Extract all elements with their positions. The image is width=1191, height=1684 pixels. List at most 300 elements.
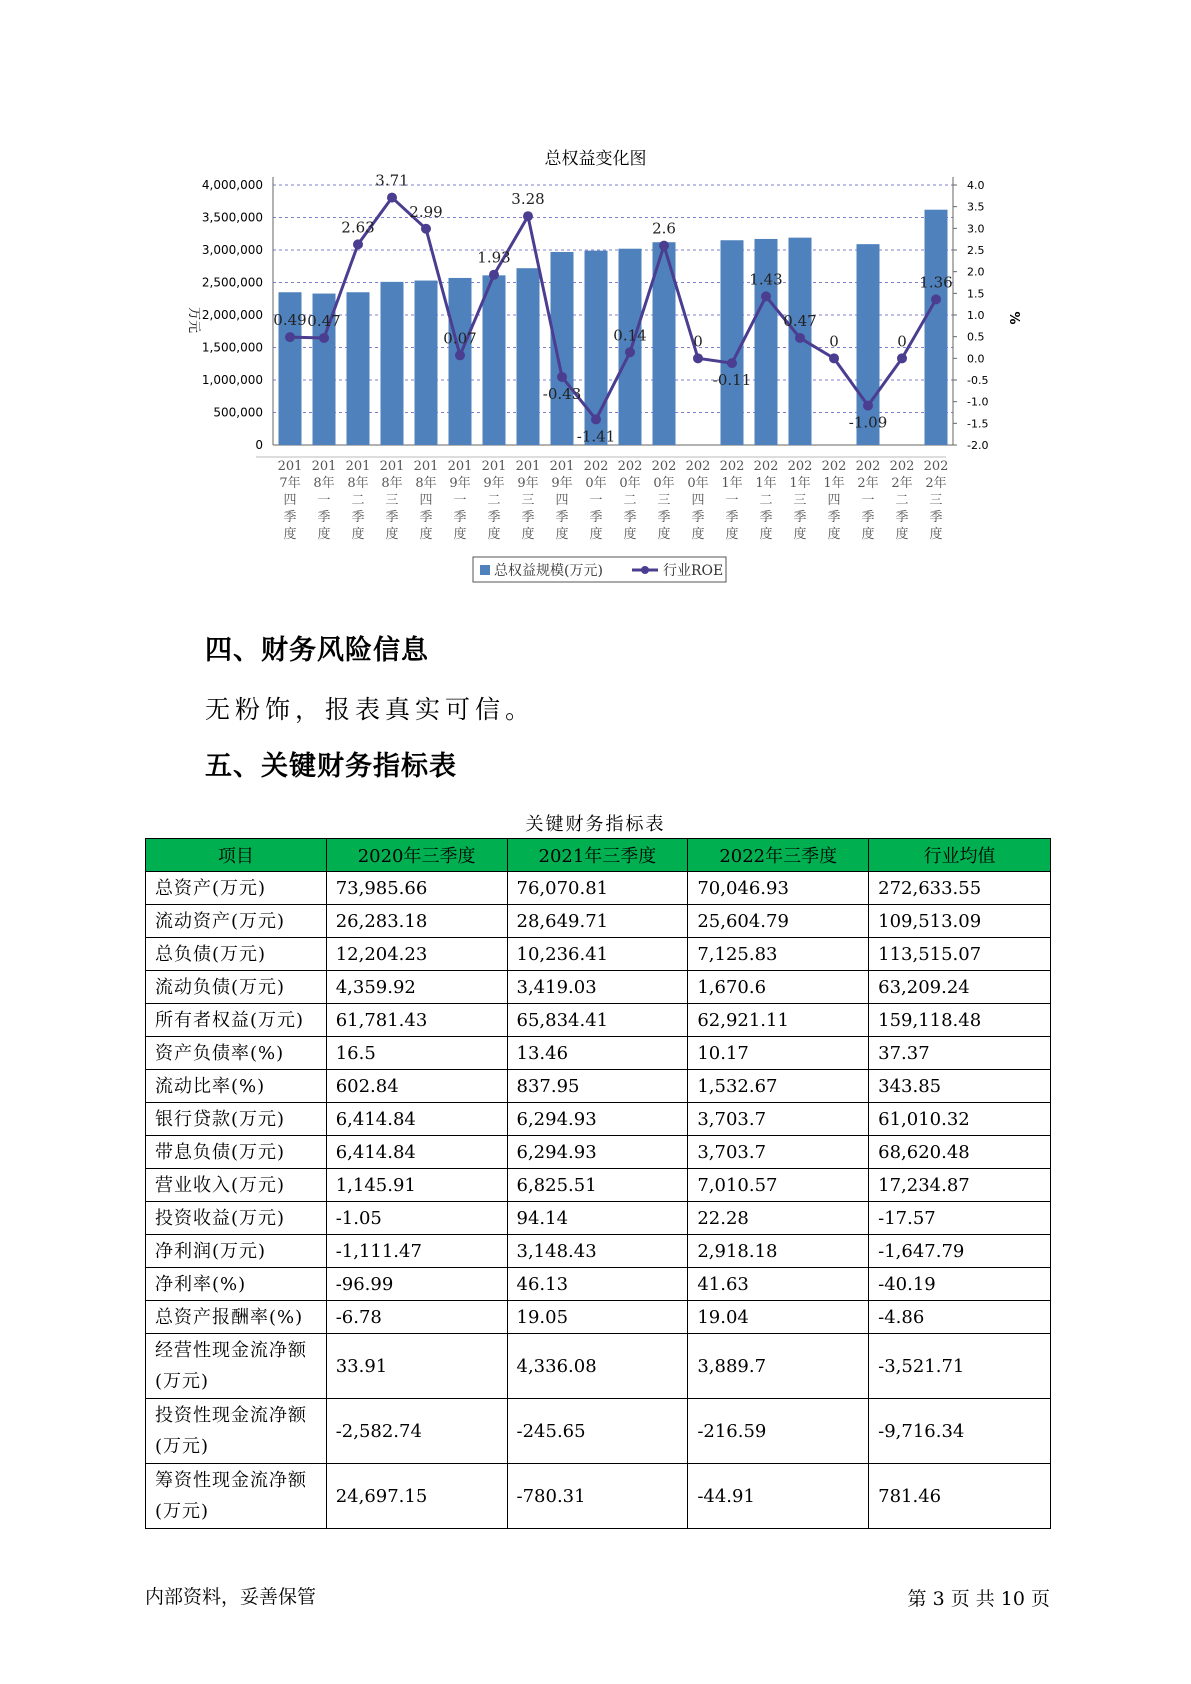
row-label-line: 投资收益(万元): [155, 1207, 286, 1229]
y2-tick-label: -0.5: [967, 374, 989, 387]
x-tick-label: 季: [759, 510, 773, 525]
bar: [517, 268, 540, 445]
x-tick-label: 8年: [381, 476, 403, 491]
row-label: [146, 1334, 327, 1399]
roe-point: [489, 270, 499, 280]
y2-tick-label: 1.5: [967, 287, 985, 301]
row-value: 109,513.09: [869, 905, 1051, 938]
x-tick-label: 三: [385, 493, 399, 508]
roe-data-label: 3.71: [375, 171, 409, 190]
x-tick-label: 度: [691, 527, 705, 542]
x-tick-label: 202: [617, 459, 643, 474]
x-tick-label: 度: [283, 527, 297, 542]
table-row: [146, 1464, 1051, 1529]
x-tick-label: 202: [855, 459, 881, 474]
roe-point: [319, 333, 329, 343]
x-tick-label: 季: [589, 510, 603, 525]
row-label: [146, 1301, 327, 1334]
row-label: [146, 1399, 327, 1464]
x-tick-label: 202: [753, 459, 779, 474]
equity-chart: [0, 0, 1191, 600]
chart-title: 总权益变化图: [544, 149, 647, 169]
row-label-line: (万元): [155, 1436, 210, 1457]
x-tick-label: 季: [725, 510, 739, 525]
table-row: [146, 1070, 1051, 1103]
x-tick-label: 201: [515, 459, 541, 474]
row-label-line: 总负债(万元): [155, 943, 267, 965]
page-number: 第 3 页 共 10 页: [907, 1588, 1050, 1610]
x-tick-label: 度: [623, 527, 637, 542]
row-value: 12,204.23: [326, 938, 507, 971]
x-tick-label: 201: [549, 459, 575, 474]
roe-point: [931, 294, 941, 304]
x-tick-label: 1年: [789, 476, 811, 491]
x-tick-label: 度: [793, 527, 807, 542]
x-tick-label: 202: [889, 459, 915, 474]
roe-data-label: 2.99: [409, 202, 443, 221]
row-value: -3,521.71: [869, 1334, 1051, 1399]
row-value: 33.91: [326, 1334, 507, 1399]
row-value: 4,336.08: [507, 1334, 688, 1399]
x-tick-label: 202: [685, 459, 711, 474]
bar: [449, 278, 472, 445]
row-value: 602.84: [326, 1070, 507, 1103]
y2-tick-label: 3.0: [967, 222, 985, 236]
row-value: -216.59: [688, 1399, 869, 1464]
x-tick-label: 度: [589, 527, 603, 542]
y-tick-label: 0: [255, 438, 263, 452]
x-tick-label: 1年: [823, 476, 845, 491]
table-header-row: [146, 839, 1051, 872]
row-value: 343.85: [869, 1070, 1051, 1103]
x-tick-label: 度: [827, 527, 841, 542]
row-value: 61,781.43: [326, 1004, 507, 1037]
y2-tick-label: 3.5: [967, 200, 985, 214]
table-row: [146, 1136, 1051, 1169]
x-tick-label: 一: [453, 493, 467, 508]
x-tick-label: 度: [419, 527, 433, 542]
x-tick-label: 季: [351, 510, 365, 525]
x-tick-label: 202: [583, 459, 609, 474]
row-value: 7,125.83: [688, 938, 869, 971]
table-row: [146, 905, 1051, 938]
x-tick-label: 201: [447, 459, 473, 474]
row-value: -6.78: [326, 1301, 507, 1334]
roe-data-label: -0.43: [542, 384, 582, 403]
x-tick-label: 2年: [857, 476, 879, 491]
row-value: 6,414.84: [326, 1103, 507, 1136]
y-tick-label: 1,500,000: [201, 340, 263, 355]
row-value: 19.05: [507, 1301, 688, 1334]
row-value: -40.19: [869, 1268, 1051, 1301]
header-industry-avg: 行业均值: [869, 839, 1051, 872]
x-tick-label: 一: [725, 493, 739, 508]
legend-line-label: 行业ROE: [663, 563, 724, 579]
row-label: [146, 1464, 327, 1529]
x-tick-label: 度: [929, 527, 943, 542]
roe-point: [591, 414, 601, 424]
header-item: 项目: [146, 839, 327, 872]
roe-data-label: -1.41: [576, 427, 616, 446]
row-value: 22.28: [688, 1202, 869, 1235]
row-label-line: 银行贷款(万元): [155, 1108, 286, 1130]
roe-data-label: 0.07: [443, 329, 477, 348]
roe-point: [795, 333, 805, 343]
x-tick-label: 二: [623, 493, 637, 508]
row-value: 62,921.11: [688, 1004, 869, 1037]
row-value: -780.31: [507, 1464, 688, 1529]
roe-point: [353, 239, 363, 249]
y2-tick-label: -2.0: [967, 439, 989, 452]
table-row: [146, 1334, 1051, 1399]
row-value: 3,148.43: [507, 1235, 688, 1268]
row-value: 3,703.7: [688, 1103, 869, 1136]
row-value: 17,234.87: [869, 1169, 1051, 1202]
x-tick-label: 季: [929, 510, 943, 525]
roe-point: [829, 353, 839, 363]
row-value: 37.37: [869, 1037, 1051, 1070]
roe-data-label: 0: [693, 332, 703, 351]
x-tick-label: 9年: [517, 476, 539, 491]
x-tick-label: 度: [759, 527, 773, 542]
x-tick-label: 季: [487, 510, 501, 525]
x-tick-label: 季: [793, 510, 807, 525]
x-tick-label: 季: [657, 510, 671, 525]
x-tick-label: 0年: [619, 476, 641, 491]
row-label: [146, 1070, 327, 1103]
row-label-line: 总资产报酬率(%): [155, 1306, 304, 1328]
row-label-line: (万元): [155, 1371, 210, 1392]
row-label: [146, 1004, 327, 1037]
x-tick-label: 季: [861, 510, 875, 525]
row-value: 16.5: [326, 1037, 507, 1070]
x-tick-label: 度: [487, 527, 501, 542]
x-tick-label: 季: [419, 510, 433, 525]
row-value: 61,010.32: [869, 1103, 1051, 1136]
x-tick-label: 2年: [891, 476, 913, 491]
row-value: 4,359.92: [326, 971, 507, 1004]
x-tick-label: 0年: [585, 476, 607, 491]
row-label-line: 所有者权益(万元): [155, 1009, 305, 1031]
bar: [347, 292, 370, 445]
row-value: 28,649.71: [507, 905, 688, 938]
y-tick-label: 3,500,000: [201, 210, 263, 225]
row-value: 10,236.41: [507, 938, 688, 971]
row-value: 3,889.7: [688, 1334, 869, 1399]
x-tick-label: 8年: [415, 476, 437, 491]
row-value: 7,010.57: [688, 1169, 869, 1202]
y-tick-label: 2,500,000: [201, 275, 263, 290]
row-value: 6,825.51: [507, 1169, 688, 1202]
x-tick-label: 202: [821, 459, 847, 474]
kpi-table: [145, 838, 1051, 1529]
row-value: 73,985.66: [326, 872, 507, 905]
row-value: -245.65: [507, 1399, 688, 1464]
x-tick-label: 一: [861, 493, 875, 508]
roe-data-label: 0.47: [783, 311, 817, 330]
y-tick-label: 3,000,000: [201, 243, 263, 257]
legend-bar-label: 总权益规模(万元): [494, 563, 603, 579]
bar: [721, 240, 744, 445]
roe-point: [761, 291, 771, 301]
row-value: -1.05: [326, 1202, 507, 1235]
row-label-line: (万元): [155, 1501, 210, 1522]
legend-line-marker: [641, 566, 649, 574]
row-value: 6,414.84: [326, 1136, 507, 1169]
y-tick-label: 500,000: [213, 405, 263, 420]
x-tick-label: 度: [861, 527, 875, 542]
table-row: [146, 1169, 1051, 1202]
row-label: [146, 1268, 327, 1301]
row-label-line: 带息负债(万元): [155, 1141, 286, 1163]
y2-tick-label: 0.0: [967, 352, 985, 366]
table-row: [146, 1037, 1051, 1070]
row-value: -96.99: [326, 1268, 507, 1301]
x-tick-label: 1年: [721, 476, 743, 491]
table-row: [146, 1235, 1051, 1268]
roe-data-label: 0.49: [273, 311, 307, 330]
roe-data-label: 0: [897, 332, 907, 351]
row-label-line: 营业收入(万元): [155, 1174, 286, 1196]
x-tick-label: 度: [385, 527, 399, 542]
table-row: [146, 1202, 1051, 1235]
x-tick-label: 二: [487, 493, 501, 508]
footer-confidential: 内部资料，妥善保管: [145, 1586, 317, 1608]
table-row: [146, 938, 1051, 971]
x-tick-label: 0年: [653, 476, 675, 491]
row-value: -4.86: [869, 1301, 1051, 1334]
roe-point: [863, 401, 873, 411]
row-value: 1,532.67: [688, 1070, 869, 1103]
x-tick-label: 201: [413, 459, 439, 474]
x-tick-label: 9年: [551, 476, 573, 491]
x-tick-label: 度: [453, 527, 467, 542]
roe-point: [693, 353, 703, 363]
x-tick-label: 201: [277, 459, 303, 474]
x-tick-label: 二: [351, 493, 365, 508]
y2-tick-label: 4.0: [967, 179, 985, 192]
bar: [381, 282, 404, 445]
row-value: -17.57: [869, 1202, 1051, 1235]
x-tick-label: 四: [283, 493, 297, 508]
row-value: 6,294.93: [507, 1103, 688, 1136]
row-value: 41.63: [688, 1268, 869, 1301]
row-value: -44.91: [688, 1464, 869, 1529]
x-tick-label: 四: [827, 493, 841, 508]
row-value: 46.13: [507, 1268, 688, 1301]
x-tick-label: 季: [317, 510, 331, 525]
table-row: [146, 1004, 1051, 1037]
roe-data-label: -1.09: [848, 413, 888, 432]
header-2021q3: 2021年三季度: [507, 839, 688, 872]
x-tick-label: 季: [555, 510, 569, 525]
table-row: [146, 1103, 1051, 1136]
x-tick-label: 度: [521, 527, 535, 542]
roe-point: [455, 350, 465, 360]
row-value: 837.95: [507, 1070, 688, 1103]
x-tick-label: 度: [317, 527, 331, 542]
x-tick-label: 一: [317, 493, 331, 508]
x-tick-label: 2年: [925, 476, 947, 491]
risk-text: 无粉饰，报表真实可信。: [205, 695, 536, 724]
row-value: 13.46: [507, 1037, 688, 1070]
x-tick-label: 度: [725, 527, 739, 542]
x-tick-label: 201: [481, 459, 507, 474]
roe-data-label: 0.14: [613, 326, 647, 345]
row-label: [146, 971, 327, 1004]
x-tick-label: 度: [555, 527, 569, 542]
row-label-line: 流动负债(万元): [155, 976, 286, 998]
roe-data-label: 2.63: [341, 218, 375, 237]
x-tick-label: 季: [827, 510, 841, 525]
x-tick-label: 三: [793, 493, 807, 508]
x-tick-label: 度: [657, 527, 671, 542]
x-tick-label: 8年: [347, 476, 369, 491]
x-tick-label: 季: [453, 510, 467, 525]
bar: [925, 210, 948, 445]
x-tick-label: 四: [419, 493, 433, 508]
roe-point: [625, 347, 635, 357]
row-value: 24,697.15: [326, 1464, 507, 1529]
row-label: [146, 1103, 327, 1136]
roe-point: [659, 241, 669, 251]
roe-data-label: 3.28: [511, 190, 545, 209]
table-row: [146, 971, 1051, 1004]
y2-tick-label: 2.0: [967, 265, 985, 279]
header-2020q3: 2020年三季度: [326, 839, 507, 872]
row-value: -9,716.34: [869, 1399, 1051, 1464]
x-tick-label: 三: [521, 493, 535, 508]
x-tick-label: 9年: [449, 476, 471, 491]
row-value: 3,703.7: [688, 1136, 869, 1169]
row-value: -1,647.79: [869, 1235, 1051, 1268]
x-tick-label: 三: [657, 493, 671, 508]
roe-data-label: 1.36: [919, 273, 953, 292]
x-tick-label: 9年: [483, 476, 505, 491]
y-tick-label: 2,000,000: [201, 308, 263, 322]
kpi-heading: 五、关键财务指标表: [205, 751, 457, 782]
row-value: 26,283.18: [326, 905, 507, 938]
y2-tick-label: -1.0: [967, 395, 989, 409]
roe-point: [557, 372, 567, 382]
row-label-line: 经营性现金流净额: [155, 1340, 307, 1361]
roe-point: [727, 358, 737, 368]
row-label-line: 总资产(万元): [155, 877, 267, 899]
row-label-line: 资产负债率(%): [155, 1042, 285, 1064]
row-value: 2,918.18: [688, 1235, 869, 1268]
bar: [619, 249, 642, 445]
x-tick-label: 202: [787, 459, 813, 474]
row-value: 6,294.93: [507, 1136, 688, 1169]
roe-point: [523, 211, 533, 221]
row-label-line: 流动资产(万元): [155, 910, 286, 932]
x-tick-label: 202: [719, 459, 745, 474]
x-tick-label: 季: [385, 510, 399, 525]
row-label: [146, 1136, 327, 1169]
row-value: 63,209.24: [869, 971, 1051, 1004]
row-value: 159,118.48: [869, 1004, 1051, 1037]
roe-point: [387, 193, 397, 203]
row-value: 25,604.79: [688, 905, 869, 938]
row-value: 1,670.6: [688, 971, 869, 1004]
row-label-line: 净利润(万元): [155, 1240, 267, 1262]
row-value: 113,515.07: [869, 938, 1051, 971]
x-tick-label: 二: [895, 493, 909, 508]
table-row: [146, 1301, 1051, 1334]
bar: [483, 275, 506, 445]
row-value: 68,620.48: [869, 1136, 1051, 1169]
row-label: [146, 1235, 327, 1268]
x-tick-label: 0年: [687, 476, 709, 491]
x-tick-label: 1年: [755, 476, 777, 491]
bar: [551, 252, 574, 445]
x-tick-label: 季: [691, 510, 705, 525]
x-tick-label: 四: [691, 493, 705, 508]
row-label: [146, 938, 327, 971]
row-label: [146, 872, 327, 905]
row-label: [146, 1202, 327, 1235]
row-value: 781.46: [869, 1464, 1051, 1529]
y-axis-title: 万元: [186, 306, 201, 334]
x-tick-label: 202: [923, 459, 949, 474]
table-row: [146, 1268, 1051, 1301]
row-value: 70,046.93: [688, 872, 869, 905]
row-value: 10.17: [688, 1037, 869, 1070]
x-tick-label: 一: [589, 493, 603, 508]
y-tick-label: 1,000,000: [201, 373, 263, 387]
x-tick-label: 201: [311, 459, 337, 474]
row-value: 19.04: [688, 1301, 869, 1334]
row-label: [146, 1037, 327, 1070]
row-value: 3,419.03: [507, 971, 688, 1004]
x-tick-label: 202: [651, 459, 677, 474]
roe-data-label: 1.93: [477, 248, 511, 267]
roe-point: [421, 224, 431, 234]
table-row: [146, 872, 1051, 905]
roe-data-label: 1.43: [749, 270, 783, 289]
x-tick-label: 三: [929, 493, 943, 508]
roe-data-label: -0.11: [712, 371, 752, 390]
roe-data-label: 2.6: [652, 219, 676, 238]
risk-heading: 四、财务风险信息: [205, 635, 429, 666]
x-tick-label: 度: [895, 527, 909, 542]
row-value: 76,070.81: [507, 872, 688, 905]
legend-bar-swatch: [480, 565, 490, 575]
row-label-line: 投资性现金流净额: [155, 1405, 307, 1426]
x-tick-label: 201: [379, 459, 405, 474]
row-label-line: 净利率(%): [155, 1273, 247, 1295]
row-label-line: 筹资性现金流净额: [155, 1470, 307, 1491]
y2-tick-label: 2.5: [967, 244, 985, 257]
x-tick-label: 7年: [279, 476, 301, 491]
row-value: 272,633.55: [869, 872, 1051, 905]
row-label-line: 流动比率(%): [155, 1075, 266, 1097]
y-tick-label: 4,000,000: [201, 178, 263, 192]
header-2022q3: 2022年三季度: [688, 839, 869, 872]
x-tick-label: 度: [351, 527, 365, 542]
table-row: [146, 1399, 1051, 1464]
x-tick-label: 8年: [313, 476, 335, 491]
x-tick-label: 季: [283, 510, 297, 525]
roe-data-label: 0: [829, 332, 839, 351]
x-tick-label: 二: [759, 493, 773, 508]
x-tick-label: 四: [555, 493, 569, 508]
row-value: 1,145.91: [326, 1169, 507, 1202]
x-tick-label: 季: [521, 510, 535, 525]
roe-point: [285, 332, 295, 342]
y2-tick-label: 1.0: [967, 309, 985, 322]
row-label: [146, 1169, 327, 1202]
